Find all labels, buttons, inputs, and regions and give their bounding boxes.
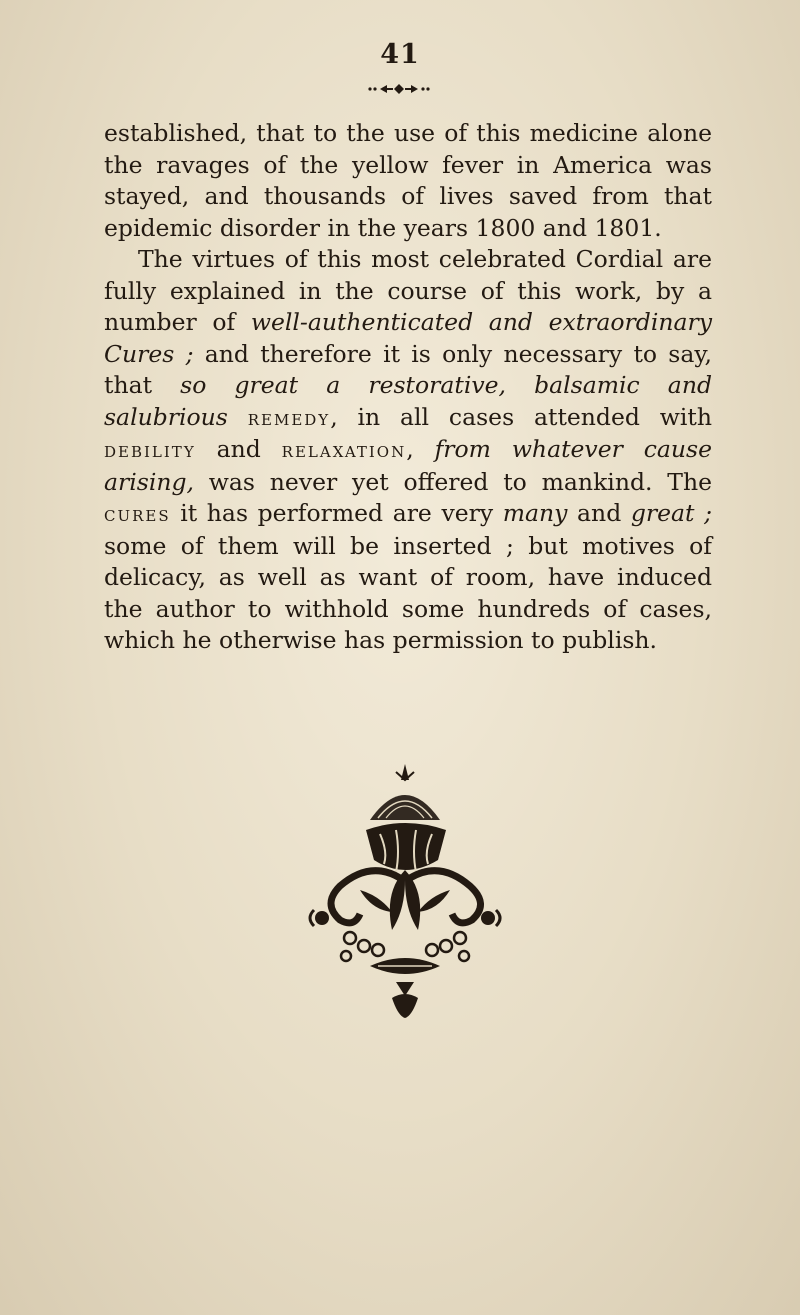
paragraph-virtues xyxy=(104,244,712,657)
text-segment: , in all cases attended with xyxy=(330,402,712,431)
text-segment: and therefore it is only necessary to say, that xyxy=(104,339,712,399)
small-caps-word: debility xyxy=(104,438,196,463)
text-segment: The virtues of this most celebrated Cordial are fully explained in the course of this work, by a number of xyxy=(104,245,712,336)
header-rule-ornament-icon xyxy=(366,82,432,96)
italic-phrase: so great a restorative, balsamic and salubrious xyxy=(104,371,712,431)
text-segment: and xyxy=(195,435,282,463)
italic-phrase: from whatever cause arising, xyxy=(104,435,712,496)
text-segment: established, that to the use of this medicine alone the ravages of the yellow fever in America was stayed, and thousands of lives saved from that epidemic disorder in the years 1800 and 1801. xyxy=(104,119,712,242)
paragraph-epidemic xyxy=(104,118,712,244)
text-segment: some of them will be inserted ; but motives of delicacy, as well as want of room, have induced the author to withhold some hundreds of cases, which he otherwise has permission to publish. xyxy=(104,531,712,654)
text-segment: was never yet offered to mankind. The xyxy=(193,467,712,496)
text-segment: it has performed are very xyxy=(170,499,503,527)
small-caps-word: cures xyxy=(104,502,171,527)
floral-tailpiece-ornament-icon xyxy=(300,760,510,1022)
text-segment: and xyxy=(567,499,631,527)
small-caps-word: remedy xyxy=(247,405,331,431)
page-number: 41 xyxy=(380,39,420,70)
body-text xyxy=(104,118,712,657)
text-segment xyxy=(228,403,248,431)
italic-phrase: well-authenticated and extraordinary Cures ; xyxy=(104,308,713,368)
small-caps-word: relaxation xyxy=(281,438,407,463)
text-segment: , xyxy=(406,435,435,463)
italic-phrase: great ; xyxy=(630,499,712,527)
italic-phrase: many xyxy=(502,499,568,527)
